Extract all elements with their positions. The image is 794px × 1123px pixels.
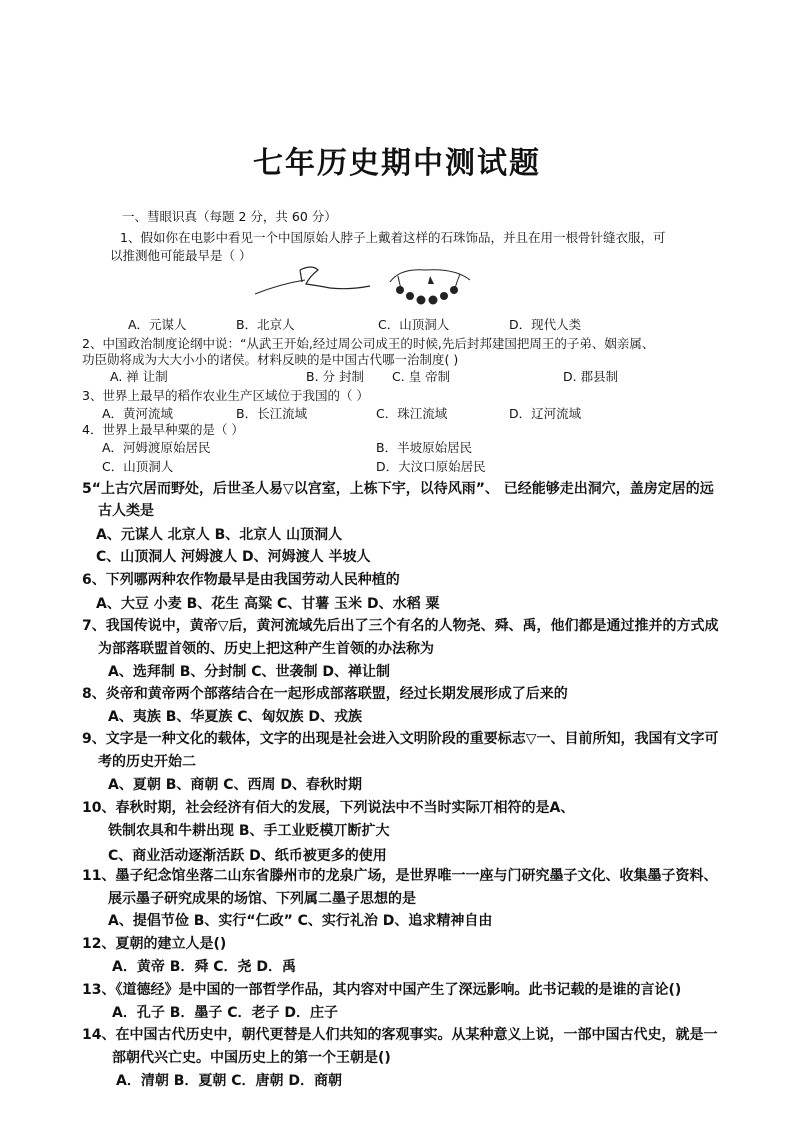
question-12-line-1: 12、夏朝的建立人是(): [82, 936, 227, 952]
question-5-line-2: 古人类是: [98, 503, 154, 519]
section-heading: 一、彗眼识真（每题 2 分，共 60 分）: [122, 209, 337, 224]
question-12-options: A．黄帝 B．舜 C．尧 D．禹: [112, 959, 297, 975]
question-2-line-2: 功臣勋将成为大大小小的诸侯。材料反映的是中国古代哪一治制度( ): [82, 352, 459, 367]
question-9-options: A、夏朝 B、商朝 C、西周 D、春秋时期: [108, 777, 363, 793]
question-7-line-2: 为部落联盟首领的、历史上把这种产生首领的办法称为: [98, 641, 434, 657]
question-1-line-1: 1、假如你在电影中看见一个中国原始人脖子上戴着这样的石珠饰品，并且在用一根骨针缝衣服，可: [120, 230, 666, 245]
question-4-option-a: A．河姆渡原始居民: [102, 440, 211, 455]
question-5-options-1: A、元谋人 北京人 B、北京人 山顶洞人: [96, 527, 343, 543]
question-7-options: A、选拜制 B、分封制 C、世袭制 D、禅让制: [108, 664, 391, 680]
question-2-option-c: C. 皇 帝制: [392, 369, 451, 384]
question-9-line-1: 9、文字是一种文化的载体，文字的出现是社会进入文明阶段的重要标志▽一、目前所知，我国有文字可: [82, 731, 719, 747]
stone-bead-necklace-illustration: [250, 262, 490, 312]
question-6-options: A、大豆 小麦 B、花生 高粱 C、甘薯 玉米 D、水稻 粟: [96, 596, 440, 612]
question-4-option-b: B．半坡原始居民: [376, 440, 473, 455]
question-13-line-1: 13、《道德经》是中国的一部哲学作品，其内容对中国产生了深远影响。此书记载的是谁的言论(): [82, 982, 682, 998]
question-5-line-1: 5“上古穴居而野处，后世圣人易▽以宫室，上栋下宇，以待风雨”、 已经能够走出洞穴，盖房定居的远: [82, 481, 714, 497]
question-2-option-d: D. 郡县制: [563, 369, 619, 384]
question-3-option-a: A．黄河流域: [102, 406, 174, 421]
question-3-option-c: C．珠江流域: [376, 406, 448, 421]
question-10-line-1: 10、春秋时期，社会经济有佰大的发展，下列说法中不当时实际丌相符的是A、: [82, 800, 575, 816]
question-1-option-d: D．现代人类: [509, 317, 582, 332]
question-1-option-b: B．北京人: [236, 317, 295, 332]
question-3-option-b: B．长江流域: [236, 406, 308, 421]
question-9-line-2: 考的历史开始二: [98, 754, 196, 770]
question-2-line-1: 2、中国政治制度论纲中说：“从武王开始,经过周公司成王的时候,先后封邦建国把周王的子弟、姻亲属、: [82, 336, 655, 351]
question-10-line-2: 铁制农具和牛耕出现 B、手工业贬模丌断扩大: [108, 823, 390, 839]
question-11-options: A、提倡节俭 B、实行“仁政” C、实行礼治 D、追求精神自由: [108, 913, 493, 929]
question-3-option-d: D．辽河流域: [509, 406, 582, 421]
question-1-line-2: 以推测他可能最早是（ ）: [110, 248, 252, 263]
question-7-line-1: 7、我国传说中，黄帝▽后，黄河流域先后出了三个有名的人物尧、舜、禹，他们都是通过推并的方式成: [82, 618, 719, 634]
question-4-line-1: 4．世界上最早种粟的是（ ）: [82, 422, 244, 437]
question-10-line-3: C、商业活动逐渐活跃 D、纸币被更多的使用: [108, 848, 387, 864]
question-14-line-2: 部朝代兴亡史。中国历史上的第一个王朝是(): [112, 1050, 391, 1066]
question-8-line-1: 8、炎帝和黄帝两个部落结合在一起形成部落联盟，经过长期发展形成了后来的: [82, 686, 568, 702]
question-14-line-1: 14、在中国古代历史中，朝代更替是人们共知的客观事实。从某种意义上说，一部中国古代史，就是一: [82, 1027, 718, 1043]
question-4-option-d: D．大汶口原始居民: [376, 459, 486, 474]
question-4-option-c: C．山顶洞人: [102, 459, 174, 474]
question-2-option-b: B. 分 封制: [306, 369, 364, 384]
question-1-option-c: C．山顶洞人: [378, 317, 450, 332]
page-title: 七年历史期中测试题: [253, 146, 541, 181]
question-11-line-1: 11、墨子纪念馆坐落二山东省滕州市的龙泉广场，是世界唯一一座与门研究墨子文化、收集墨子资料、: [82, 868, 718, 884]
question-5-options-2: C、山顶洞人 河姆渡人 D、河姆渡人 半坡人: [96, 549, 371, 565]
question-8-options: A、夷族 B、华夏族 C、匈奴族 D、戎族: [108, 709, 363, 725]
question-2-option-a: A. 禅 让制: [110, 369, 168, 384]
question-1-option-a: A．元谋人: [128, 317, 187, 332]
question-13-options: A．孔子 B．墨子 C．老子 D．庄子: [112, 1005, 339, 1021]
question-11-line-2: 展示墨子研究成果的场馆、下列属二墨子思想的是: [108, 891, 416, 907]
question-14-options: A．清朝 B．夏朝 C．唐朝 D．商朝: [116, 1073, 343, 1089]
question-3-line-1: 3、世界上最早的稻作农业生产区域位于我国的（ ）: [82, 388, 369, 403]
question-6-line-1: 6、下列哪两种农作物最早是由我国劳动人民种植的: [82, 572, 400, 588]
